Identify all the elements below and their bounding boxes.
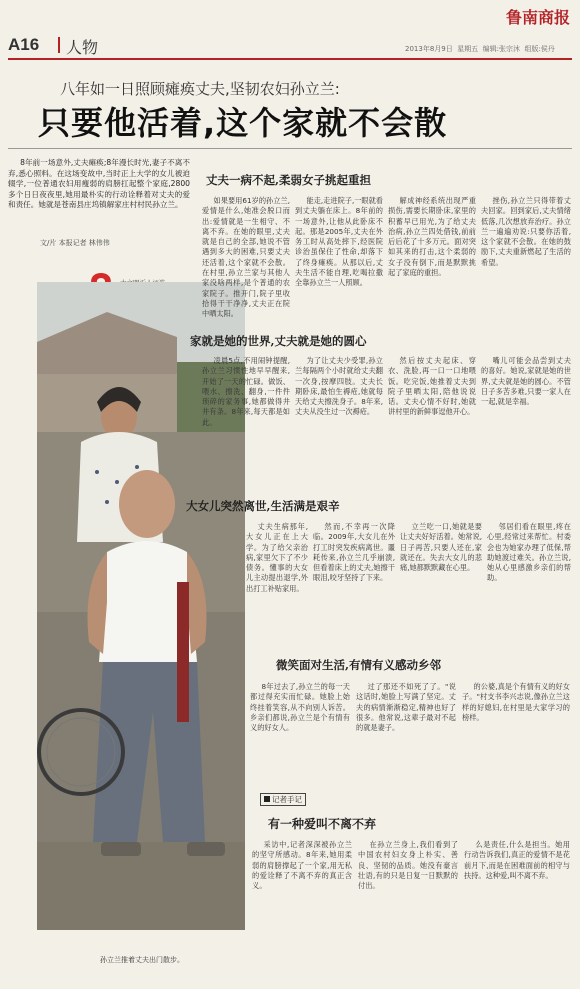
notes-col2: 在孙立兰身上,我们看到了中国农村妇女身上朴实、善良、坚韧的品质。她没有豪言壮语,有的只是日复一日默默的付出。 xyxy=(358,840,458,891)
page-number: A16 xyxy=(8,35,40,54)
notes-title: 有一种爱叫不离不弃 xyxy=(268,817,377,831)
section1-col2: 能走,走进院子,一眼就看到丈夫躺在床上。8年前的一场意外,让他从此卧床不起。那是2005年,丈夫在外务工时从高处摔下,经医院诊治虽保住了性命,却落下了终身瘫痪。从那以后,丈夫生活不能自理,吃喝拉撒全靠孙立兰一人照顾。 xyxy=(295,196,383,288)
masthead-brand: 鲁南商报 xyxy=(505,8,570,27)
section4-col2: 过了那还不如死了了。"说这话时,她脸上写满了坚定。丈夫的病情渐渐稳定,精神也好了很多。他常说,这辈子最对不起的就是妻子。 xyxy=(356,682,456,733)
section-divider xyxy=(58,37,60,53)
section2-col2: 为了让丈夫少受罪,孙立兰每隔两个小时就给丈夫翻一次身,按摩四肢。丈夫长期卧床,最怕生褥疮,她就每天给丈夫擦洗身子。8年来,丈夫从没生过一次褥疮。 xyxy=(295,356,383,417)
headline-rule xyxy=(8,148,572,149)
issue-date: 2013年8月9日 xyxy=(405,45,453,53)
section1-col1: 如果要用61岁的孙立兰,爱情是什么,她准会脱口而出:爱情就是一生相守、不离不弃。在她的眼里,丈夫就是自己的全部,她说不管遇到多大的困难,只要丈夫还活着,这个家就不会散。在村里,孙立兰家与其他人家没啥两样,是个普通的农家院子。推开门,院子里收拾得干干净净,丈夫正在院中晒太阳。 xyxy=(202,196,290,319)
section3-col3: 立兰吃一口,她就是要让丈夫好好活着。她常说,日子再苦,只要人还在,家就还在。失去大女儿的悲痛,她都默默藏在心里。 xyxy=(400,522,482,573)
section-heading-3: 大女儿突然离世,生活满是艰辛 xyxy=(186,499,340,513)
notes-label-text: 记者手记 xyxy=(272,795,302,804)
issue-editor: 编辑:张宗沐 xyxy=(482,45,520,53)
section-name: 人物 xyxy=(66,38,99,57)
headline-main: 只要他活着,这个家就不会散 xyxy=(38,104,448,142)
section2-col1: 凌晨5点,不用闹钟提醒,孙立兰习惯性地早早醒来,开始了一天的忙碌。做饭、喂水、擦洗、翻身,一件件琐碎的家务事,她都做得井井有条。8年来,每天都是如此。 xyxy=(202,356,290,427)
byline: 文/片 本报记者 林伟伟 xyxy=(40,239,110,247)
issue-weekday: 星期五 xyxy=(457,45,479,53)
notes-label xyxy=(260,793,306,806)
lead-text: 8年前一场意外,丈夫瘫痪;8年漫长时光,妻子不离不弃,悉心照料。在这场变故中,当时正上大学的女儿被迫辍学,一位普通农妇用瘦弱的肩膀扛起整个家庭,2800多个日日夜夜里,她用最朴实的行动诠释着对丈夫的爱和责任。她就是苍南县庄坞镇解家庄村村民孙立兰。 xyxy=(8,158,190,209)
section-heading-1: 丈夫一病不起,柔弱女子挑起重担 xyxy=(206,173,372,187)
notes-col3: 么是责任,什么是担当。她用行动告诉我们,真正的爱情不是花前月下,而是在困难面前的相守与扶持。这种爱,叫不离不弃。 xyxy=(464,840,570,880)
notes-col1: 采访中,记者深深被孙立兰的坚守所感动。8年来,她用柔弱的肩膀撑起了一个家,用无私的爱诠释了不离不弃的真正含义。 xyxy=(252,840,352,891)
section3-col1: 丈夫生病那年,大女儿正在上大学。为了给父亲治病,家里欠下了不少债务。懂事的大女儿主动提出退学,外出打工补贴家用。 xyxy=(246,522,308,593)
issue-info xyxy=(405,44,555,54)
issue-designer: 组版:侯丹 xyxy=(524,45,555,53)
section-heading-4: 微笑面对生活,有情有义感动乡邻 xyxy=(276,658,442,672)
headline-kicker: 八年如一日照顾瘫痪丈夫,坚韧农妇孙立兰: xyxy=(60,80,340,98)
masthead-rule xyxy=(8,58,572,60)
section2-col3: 然后按丈夫起床、穿衣、洗脸,再一口一口地喂饭。吃完饭,她推着丈夫到院子里晒太阳,陪他说说话。丈夫心情不好时,她就讲村里的新鲜事逗他开心。 xyxy=(388,356,476,417)
section4-col1: 8年过去了,孙立兰的每一天都过得充实而忙碌。她脸上始终挂着笑容,从不向别人诉苦。乡亲们都说,孙立兰是个有情有义的好女人。 xyxy=(250,682,350,733)
notes-marker xyxy=(264,796,270,802)
section2-col4: 嘴儿可能会品尝到丈夫的喜好。她说,家就是她的世界,丈夫就是她的圆心。不管日子多苦多难,只要一家人在一起,就是幸福。 xyxy=(481,356,571,407)
photo-caption: 孙立兰推着丈夫出门散步。 xyxy=(100,956,184,964)
section-heading-2: 家就是她的世界,丈夫就是她的圆心 xyxy=(190,334,367,348)
section4-col3: 的公婆,真是个有情有义的好女子。"村支书李兴志说,像孙立兰这样的好媳妇,在村里是大家学习的榜样。 xyxy=(462,682,570,722)
section1-col3: 解成神经系统出现严重损伤,需要长期卧床,家里的积蓄早已用光,为了给丈夫治病,孙立兰四处借钱,前前后后花了十多万元。面对突如其来的打击,这个柔弱的女子没有倒下,而是默默挑起了家庭的重担。 xyxy=(388,196,476,278)
section3-col2: 然而,不幸再一次降临。2009年,大女儿在外打工时突发疾病离世。噩耗传来,孙立兰几乎崩溃,但看着床上的丈夫,她擦干眼泪,咬牙坚持了下来。 xyxy=(313,522,395,583)
section3-col4: 邻居们看在眼里,疼在心里,经常过来帮忙。村委会也为她家办理了低保,帮助她渡过难关。孙立兰说,她从心里感激乡亲们的帮助。 xyxy=(487,522,571,583)
section1-col4: 挫伤,孙立兰只得带着丈夫回家。回到家后,丈夫情绪低落,几次想放弃治疗。孙立兰一遍遍劝说:只要你活着,这个家就不会散。在她的鼓励下,丈夫重新燃起了生活的希望。 xyxy=(481,196,571,267)
